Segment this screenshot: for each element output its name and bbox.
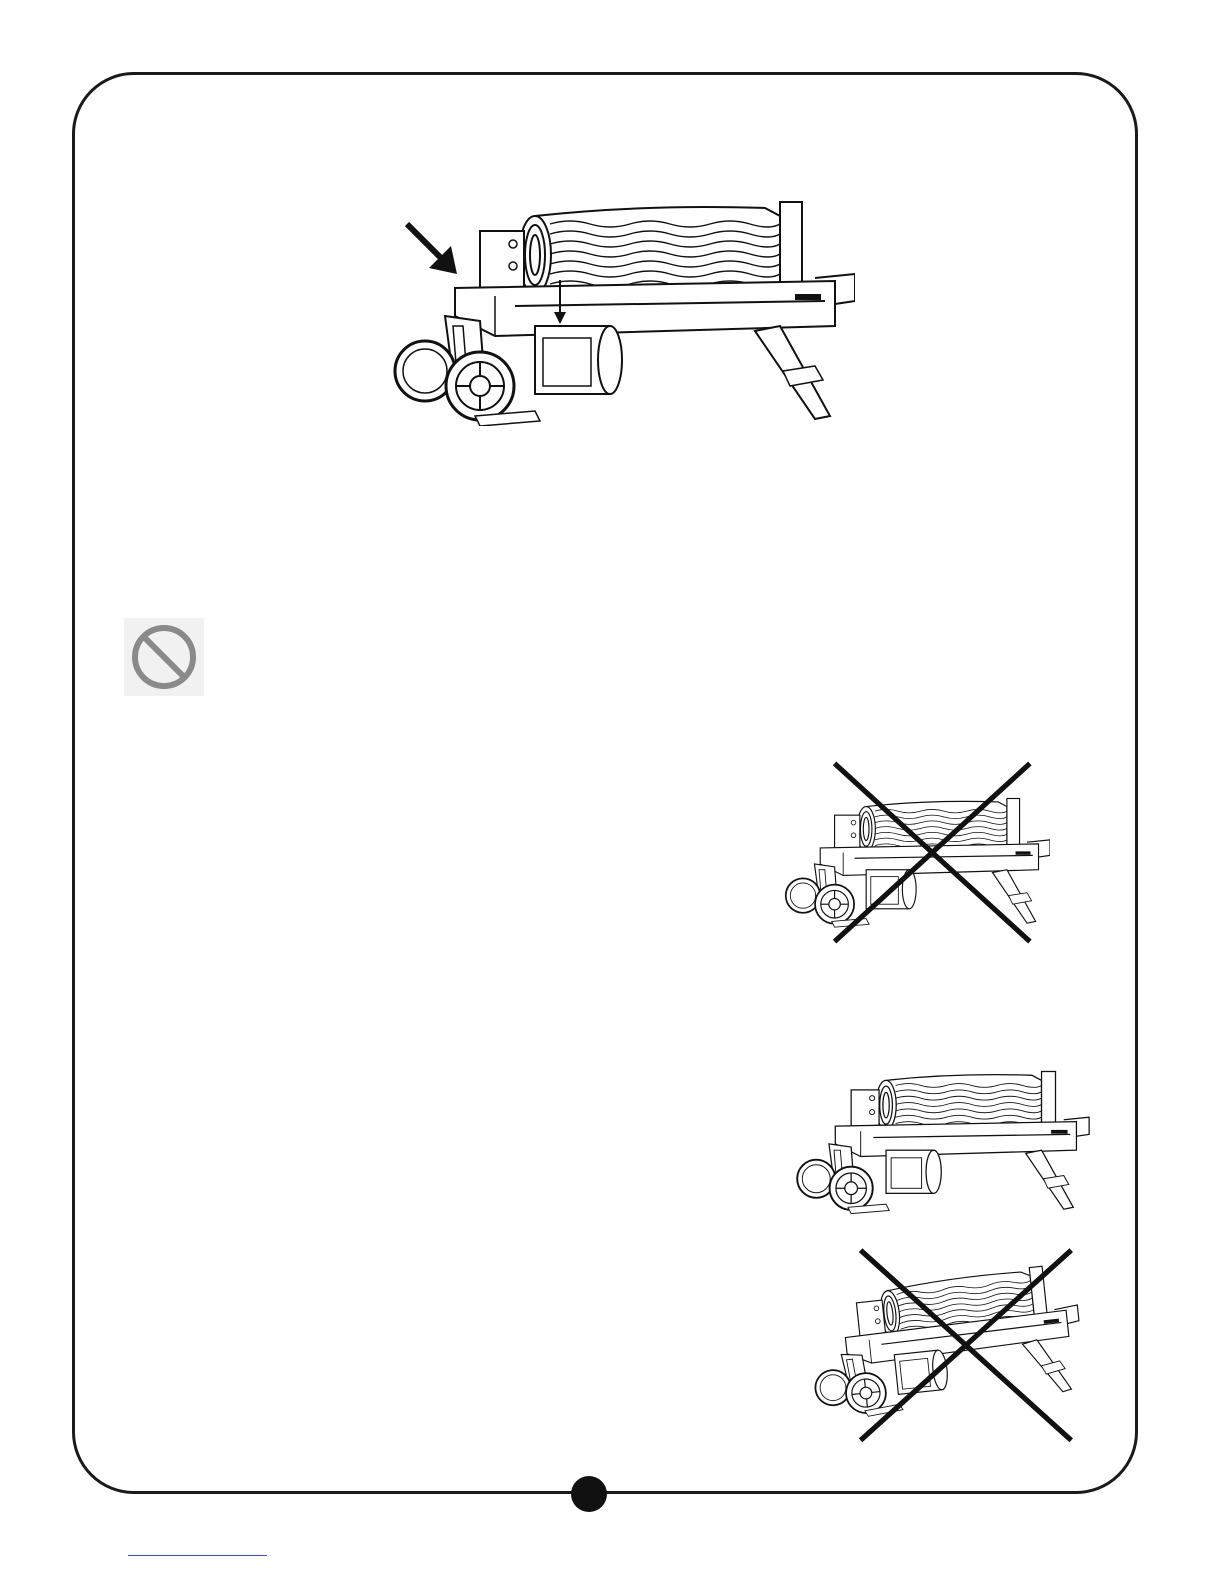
bottom-link-underline[interactable] — [128, 1555, 267, 1556]
prohibition-icon-background — [124, 618, 204, 696]
page-number — [571, 1476, 607, 1512]
log-splitter-illustration-correct — [790, 1055, 1090, 1220]
arrow-icon — [407, 224, 457, 274]
log-splitter-illustration-wrong-1 — [780, 760, 1050, 945]
log-splitter-illustration-main — [385, 176, 855, 426]
page-number-badge — [571, 1476, 607, 1512]
prohibition-icon — [124, 618, 204, 696]
log-splitter-illustration-wrong-2 — [805, 1225, 1080, 1445]
